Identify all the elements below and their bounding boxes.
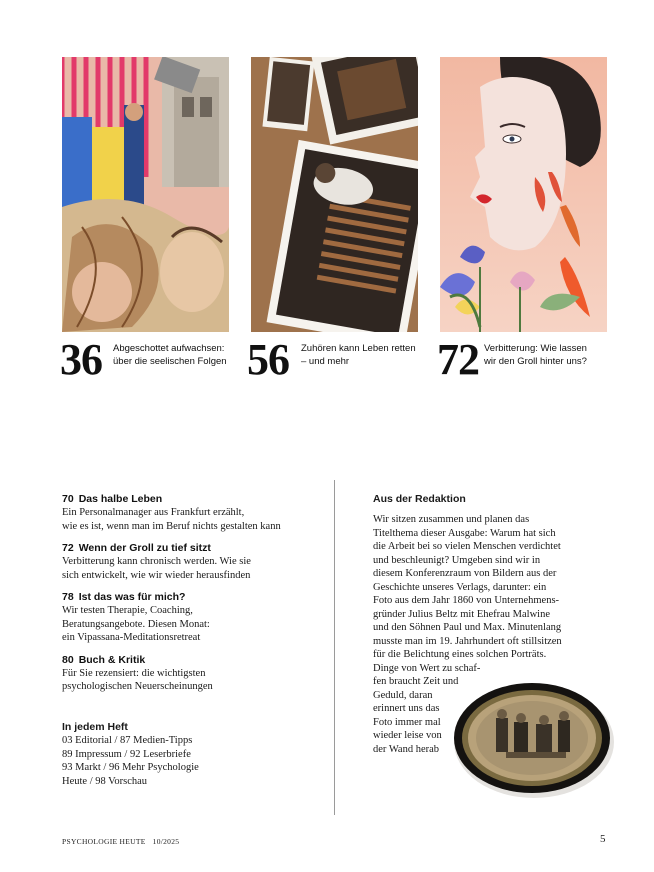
toc-desc: sich entwickelt, wie wir wieder herausfinden xyxy=(62,569,251,581)
toc-entry[interactable] xyxy=(62,541,324,582)
editorial-line: Foto immer mal xyxy=(373,716,441,728)
editorial-line: erinnert uns das xyxy=(373,703,440,714)
feature-caption: Verbitterung: Wie lassen wir den Groll hinter uns? xyxy=(484,343,587,367)
editorial-line: wieder leise von xyxy=(373,730,442,741)
toc-page: 70 xyxy=(62,493,74,505)
column-divider xyxy=(334,480,335,815)
editorial-line: diesem Konferenzraum von Bildern aus der xyxy=(373,568,557,579)
regular-line: 89 Impressum / 92 Leserbriefe xyxy=(62,748,191,760)
woman-profile-illustration xyxy=(440,57,607,332)
toc-desc: Ein Personalmanager aus Frankfurt erzählt, xyxy=(62,507,245,518)
toc-desc: Beratungsangebote. Diesen Monat: xyxy=(62,618,210,630)
feature-page-number: 56 xyxy=(247,335,289,384)
toc-desc: ein Vipassana-Meditationsretreat xyxy=(62,632,201,643)
editorial-line: und den Söhnen Paul und Max. Minutenlang xyxy=(373,622,562,633)
collage-illustration xyxy=(62,57,229,332)
feature-caption: Zuhören kann Leben retten – und mehr xyxy=(301,343,416,367)
table-of-contents xyxy=(62,492,324,702)
editorial-line: der Wand herab xyxy=(373,743,440,755)
editorial-line: Geduld, daran xyxy=(373,689,433,701)
editorial-line: gründer Julius Beltz mit Ehefrau Malwine xyxy=(373,608,550,620)
toc-page: 72 xyxy=(62,542,74,554)
toc-page: 78 xyxy=(62,591,74,603)
editorial-line: Wir sitzen zusammen und planen das xyxy=(373,514,530,525)
editorial-line: die Arbeit bei so vielen Menschen verdichtet xyxy=(373,541,561,552)
editorial-line: fen braucht Zeit und xyxy=(373,676,459,687)
page-number: 5 xyxy=(600,833,606,845)
regular-sections xyxy=(62,720,324,788)
editorial-line: und beschleunigt? Umgeben sind wir in xyxy=(373,554,541,566)
feature-caption: Abgeschottet aufwachsen: über die seelischen Folgen xyxy=(113,343,227,367)
toc-desc: Für Sie rezensiert: die wichtigsten xyxy=(62,667,206,679)
editorial-line: Foto aus dem Jahr 1860 von Unternehmens- xyxy=(373,595,560,606)
toc-title: Wenn der Groll zu tief sitzt xyxy=(78,542,211,554)
toc-title: Buch & Kritik xyxy=(78,653,146,666)
toc-desc: psychologischen Neuerscheinungen xyxy=(62,681,213,692)
oval-frame-image xyxy=(450,678,616,800)
regular-sections-title: In jedem Heft xyxy=(62,721,128,733)
feature-page-number: 36 xyxy=(60,335,102,384)
toc-desc: wie es ist, wenn man im Beruf nichts gestalten kann xyxy=(62,520,281,532)
editorial-line: Geschichte unseres Verlags, darunter: ein xyxy=(373,581,547,593)
feature-page-number: 72 xyxy=(437,335,479,384)
magazine-name: PSYCHOLOGIE HEUTE xyxy=(62,837,146,846)
photos-on-table xyxy=(251,57,418,332)
toc-desc: Verbitterung kann chronisch werden. Wie sie xyxy=(62,556,251,567)
regular-line: Heute / 98 Vorschau xyxy=(62,775,148,787)
toc-page: 80 xyxy=(62,653,74,666)
editorial-line: musste man im 19. Jahrhundert oft stillsitzen xyxy=(373,635,562,647)
toc-entry[interactable] xyxy=(62,590,324,645)
editorial-line: Titelthema dieser Ausgabe: Warum hat sich xyxy=(373,527,556,539)
feature-image-56[interactable] xyxy=(251,57,418,332)
toc-desc: Wir testen Therapie, Coaching, xyxy=(62,605,193,616)
toc-entry[interactable] xyxy=(62,653,324,694)
issue-number: 10/2025 xyxy=(152,837,180,846)
footer-magazine-info xyxy=(62,837,186,846)
toc-title: Ist das was für mich? xyxy=(78,591,186,603)
editorial-line: Dinge von Wert zu schaf- xyxy=(373,662,481,674)
feature-image-72[interactable] xyxy=(440,57,607,332)
regular-line: 03 Editorial / 87 Medien-Tipps xyxy=(62,735,193,746)
toc-entry[interactable] xyxy=(62,492,324,533)
editorial-line: für die Belichtung eines solchen Porträts. xyxy=(373,649,547,660)
toc-title: Das halbe Leben xyxy=(78,493,163,505)
feature-image-36[interactable] xyxy=(62,57,229,332)
editorial-title: Aus der Redaktion xyxy=(373,493,466,505)
framed-historic-photo xyxy=(450,678,616,800)
regular-line: 93 Markt / 96 Mehr Psychologie xyxy=(62,762,199,773)
